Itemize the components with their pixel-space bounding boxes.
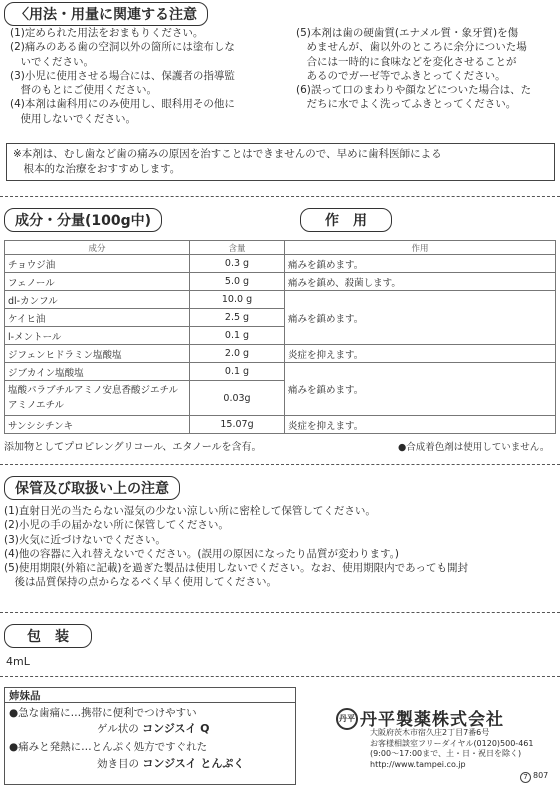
brand-kanjisui-q: コンジスイ Q [142, 722, 210, 735]
ingredient-name: l-メントール [5, 327, 190, 345]
company-hours: (9:00～17:00まで、土・日・祝日を除く) [370, 749, 522, 758]
sister-line: ●痛みと発熱に…とんぷく処方ですぐれた [9, 741, 208, 753]
usage-item: だちに水でよく洗ってふきとってください。 [296, 98, 517, 111]
col-header-amount: 含量 [190, 241, 285, 255]
usage-item: (6)誤って口のまわりや顔などについた場合は、た [296, 84, 532, 97]
usage-item: 合には一時的に食味などを変化させることが [296, 55, 517, 68]
company-logo-icon: 丹平 [336, 708, 358, 730]
sister-products-box [4, 687, 296, 785]
ingredient-name: dl-カンフル [5, 291, 190, 309]
ingredient-effect: 痛みを鎮め、殺菌します。 [285, 273, 556, 291]
usage-item: (2)痛みのある歯の空洞以外の箇所には塗布しな [10, 41, 235, 54]
brand-kanjisui-tonpuku: コンジスイ とんぷく [142, 757, 245, 770]
usage-title: 〈用法・用量に関連する注意 [4, 2, 208, 26]
package-value: 4mL [6, 655, 30, 668]
sister-line: ●急な歯痛に…携帯に便利でつけやすい [9, 707, 197, 719]
ingredient-name: ケイヒ油 [5, 309, 190, 327]
ingredient-effect: 痛みを鎮めます。 [285, 291, 556, 345]
ingredient-amount: 0.3 g [190, 255, 285, 273]
divider [0, 196, 560, 197]
table-row [5, 345, 556, 363]
company-info [370, 728, 533, 770]
ingredient-effect: 痛みを鎮めます。 [285, 255, 556, 273]
ingredient-amount: 0.03g [190, 381, 285, 416]
ingredient-amount: 10.0 g [190, 291, 285, 309]
col-header-name: 成分 [5, 241, 190, 255]
usage-item: いでください。 [10, 55, 94, 68]
note-line: ※本剤は、むし歯など歯の痛みの原因を治すことはできませんので、早めに歯科医師による [13, 148, 442, 160]
storage-item: (1)直射日光の当たらない湿気の少ない涼しい所に密栓して保管してください。 [4, 505, 376, 517]
sister-line [97, 756, 244, 772]
company-address: 大阪府茨木市宿久庄2丁目7番6号 [370, 728, 490, 737]
table-row [5, 416, 556, 434]
ingredient-name: フェノール [5, 273, 190, 291]
divider [0, 464, 560, 465]
note-line: 根本的な治療をおすすめします。 [13, 163, 181, 175]
storage-item: (4)他の容器に入れ替えないでください。(誤用の原因になったり品質が変わります。) [4, 547, 399, 560]
colorant-note: ●合成着色剤は使用していません。 [398, 442, 550, 453]
usage-item: (1)定められた用法をおまもりください。 [10, 27, 204, 39]
sister-line [97, 721, 210, 737]
company-name: 丹平製薬株式会社 [360, 710, 504, 730]
ingredient-amount: 15.07g [190, 416, 285, 434]
ingredient-name: サンシシチンキ [5, 416, 190, 434]
company-phone: お客様相談室フリーダイヤル(0120)500-461 [370, 738, 534, 748]
sister-text: 効き目の [97, 758, 139, 770]
ingredient-amount: 2.5 g [190, 309, 285, 327]
usage-left-list [10, 26, 235, 126]
sister-text: ゲル状の [97, 723, 139, 735]
table-row [5, 255, 556, 273]
ingredient-amount: 0.1 g [190, 363, 285, 381]
ingredient-effect: 炎症を抑えます。 [285, 416, 556, 434]
usage-item: (3)小児に使用させる場合には、保護者の指導監 [10, 69, 235, 82]
ingredient-effect: 痛みを鎮めます。 [285, 363, 556, 416]
divider [0, 676, 560, 677]
sister-title: 姉妹品 [5, 688, 295, 703]
ingredient-name: 塩酸パラブチルアミノ安息香酸ジエチルアミノエチル [5, 381, 190, 416]
code-mark: 7 [520, 772, 531, 783]
treatment-note [6, 143, 555, 181]
usage-item: 使用しないでください。 [10, 112, 136, 125]
table-row [5, 363, 556, 381]
ingredient-name: ジブカイン塩酸塩 [5, 363, 190, 381]
action-title: 作 用 [300, 208, 392, 232]
storage-list [4, 504, 468, 590]
storage-item: (3)火気に近づけないでください。 [4, 533, 166, 546]
ingredient-amount: 0.1 g [190, 327, 285, 345]
usage-item: 督のもとにご使用ください。 [10, 84, 157, 97]
ingredient-effect: 炎症を抑えます。 [285, 345, 556, 363]
usage-item: (4)本剤は歯科用にのみ使用し、眼科用その他に [10, 98, 235, 111]
ingredients-title: 成分・分量(100g中) [4, 208, 162, 232]
ingredient-amount: 5.0 g [190, 273, 285, 291]
ingredient-amount: 2.0 g [190, 345, 285, 363]
package-title: 包 装 [4, 624, 92, 648]
company-url: http://www.tampei.co.jp [370, 759, 466, 769]
divider [0, 612, 560, 613]
usage-item: めませんが、歯以外のところに余分についた場 [296, 41, 527, 54]
product-code: 807 [533, 771, 549, 780]
ingredients-table [4, 240, 556, 434]
storage-item: (5)使用期限(外箱に記載)を過ぎた製品は使用しないでください。なお、使用期限内であっても開封 [4, 562, 468, 575]
table-row [5, 273, 556, 291]
col-header-effect: 作用 [285, 241, 556, 255]
storage-item: 後は品質保持の点からなるべく早く使用してください。 [4, 576, 277, 589]
usage-right-list [296, 26, 531, 112]
storage-title: 保管及び取扱い上の注意 [4, 476, 180, 500]
ingredient-name: チョウジ油 [5, 255, 190, 273]
ingredient-name: ジフェンヒドラミン塩酸塩 [5, 345, 190, 363]
table-row [5, 291, 556, 309]
usage-item: あるのでガーゼ等でふきとってください。 [296, 69, 506, 82]
storage-item: (2)小児の手の届かない所に保管してください。 [4, 519, 229, 532]
additive-note: 添加物としてプロピレングリコール、エタノールを含有。 [4, 442, 262, 453]
usage-item: (5)本剤は歯の硬歯質(エナメル質・象牙質)を傷 [296, 27, 519, 39]
